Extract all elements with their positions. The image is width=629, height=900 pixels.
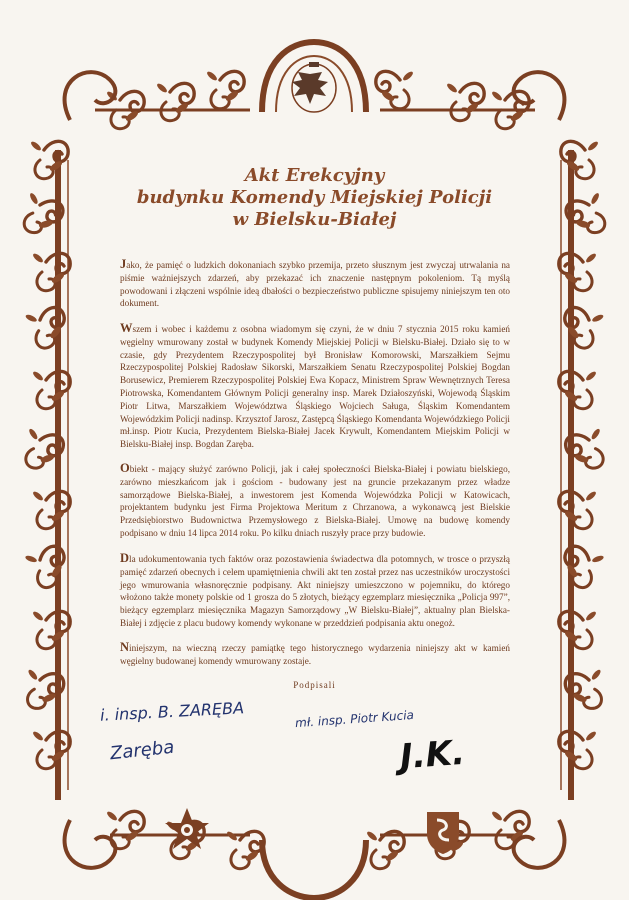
drop-initial: J [120, 257, 127, 271]
drop-initial: D [120, 551, 130, 565]
title-line-2: budynku Komendy Miejskiej Policji [136, 187, 493, 208]
signature-4: J.K. [398, 732, 467, 778]
signature-1: i. insp. B. ZARĘBA [99, 698, 245, 725]
document-title [100, 165, 529, 231]
signed-label: Podpisali [293, 680, 336, 690]
paragraph-closing [120, 641, 510, 668]
title-line-3: w Bielsku-Białej [232, 209, 397, 230]
paragraph-cornerstone [120, 322, 510, 451]
paragraph-documentation [120, 552, 510, 630]
drop-initial: W [120, 321, 133, 335]
paragraph-text: la udokumentowania tych faktów oraz pozostawienia świadectwa dla potomnych, w trosce o przyszłą pamięć zdarzeń obecnych i celem upamiętnienia chwili akt ten został przez nas uczestników uroczystości jego wmurowania własnoręcznie podpisany. Akt niniejszy umieszczono w pojemniku, do którego włożono także monety polskie od 1 grosza do 5 złotych, bieżący egzemplarz miesięcznika „Policja 997”, bieżący egzemplarz miesięcznika Magazyn Samorządowy „W Bielsku-Białej”, aktualny plan Bielska-Białej i zdjęcie z placu budowy komendy wykonane w przeddzień podpisania aktu onegoż. [120, 554, 510, 628]
signature-3: Zaręba [109, 736, 176, 765]
paragraph-intro [120, 258, 510, 310]
signature-2: mł. insp. Piotr Kucia [294, 707, 415, 731]
drop-initial: O [120, 461, 130, 475]
paragraph-text: ako, że pamięć o ludzkich dokonaniach szybko przemija, przeto słusznym jest zwyczaj utrwalania na piśmie ważniejszych zdarzeń, aby przekazać ich znaczenie następnym pokoleniom. Tą myślą powodowani i złączeni wspólnie ideą dbałości o bezpieczeństwo publiczne spisujemy niniejszym ten oto dokument. [120, 260, 510, 309]
paragraph-text: iniejszym, na wieczną rzeczy pamiątkę tego historycznego wydarzenia niniejszy akt w kamień węgielny budowanej komendy wmurowany zostaje. [120, 643, 510, 666]
title-line-1: Akt Erekcyjny [244, 165, 385, 186]
paragraph-building [120, 462, 510, 540]
paragraph-text: szem i wobec i każdemu z osobna wiadomym się czyni, że w dniu 7 stycznia 2015 roku kamień węgielny wmurowany został w budynek Komendy Miejskiej Policji w Bielsku-Białej. Działo się to w czasie, gdy Prezydentem Rzeczypospolitej był Bronisław Komorowski, Marszałkiem Sejmu Rzeczypospolitej Polskiej Radosław Sikorski, Marszałkiem Senatu Rzeczypospolitej Polskiej Bogdan Borusewicz, Premierem Rzeczypospolitej Polskiej Ewa Kopacz, Ministrem Spraw Wewnętrznych Teresa Piotrowska, Komendantem Głównym Policji generalny insp. Marek Działoszyński, Wojewodą Śląskim Piotr Litwa, Marszałkiem Województwa Śląskiego Wojciech Saługa, Śląskim Komendantem Wojewódzkim Policji nadinsp. Krzysztof Jarosz, Zastępcą Śląskiego Komendanta Wojewódzkiego Policji mł.insp. Piotr Kucia, Prezydentem Bielska-Białej Jacek Krywult, Komendantem Miejskim Policji w Bielsku-Białej insp. Bogdan Zaręba. [120, 324, 510, 450]
paragraph-text: biekt - mający służyć zarówno Policji, jak i całej społeczności Bielska-Białej i powiatu bielskiego, zarówno mieszkańcom jak i gościom - budowany jest na gruncie przekazanym przez władze samorządowe Bielska-Białej, a inwestorem jest Komenda Wojewódzka Policji w Katowicach, projektantem budynku jest Firma Projektowa Meritum z Chrzanowa, a wykonawcą jest Bielskie Przedsiębiorstwo Budownictwa Przemysłowego z Bielska-Białej. Umowę na budowę komendy podpisano w dniu 14 lipca 2014 roku. Po kilku dniach ruszyły prace przy budowie. [120, 464, 510, 538]
drop-initial: N [120, 640, 130, 654]
